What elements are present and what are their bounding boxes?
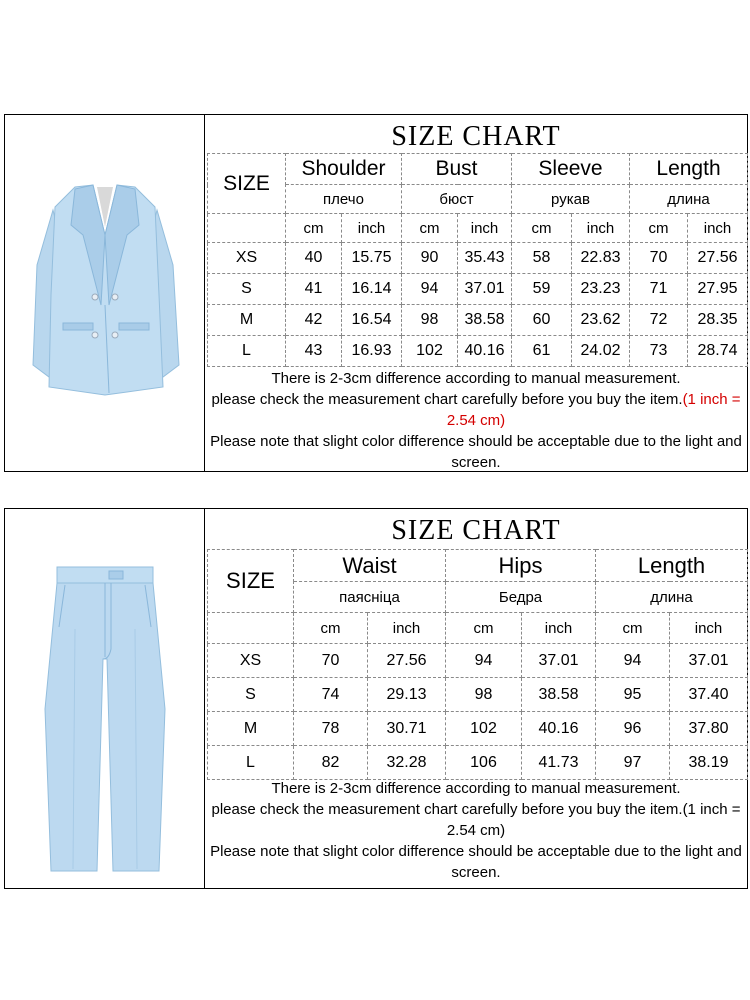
unit-cell: inch [342,214,402,243]
column-subheader: Бедра [446,582,596,613]
note-line [205,389,747,431]
value-cell: 70 [294,644,368,678]
column-header: Length [630,154,748,185]
pants-size-panel [4,508,748,889]
value-cell: 16.93 [342,336,402,367]
value-cell: 102 [446,712,522,746]
note-line: There is 2-3cm difference according to manual measurement. [271,780,681,797]
value-cell: 97 [596,746,670,780]
unit-cell: cm [294,613,368,644]
value-cell: 98 [446,678,522,712]
unit-cell: inch [368,613,446,644]
inch-conversion-note: (1 inch = 2.54 cm) [446,391,741,429]
value-cell: 90 [402,243,458,274]
table-row [208,644,748,678]
size-cell: M [208,305,286,336]
value-cell: 16.54 [342,305,402,336]
note-line: There is 2-3cm difference according to manual measurement. [271,370,681,387]
value-cell: 82 [294,746,368,780]
unit-cell: cm [286,214,342,243]
table-row [208,746,748,780]
unit-cell: cm [402,214,458,243]
value-cell: 98 [402,305,458,336]
value-cell: 96 [596,712,670,746]
trousers-image [5,509,205,888]
table-row [208,274,748,305]
empty-cell [208,214,286,243]
value-cell: 35.43 [458,243,512,274]
pants-photo [5,509,205,888]
column-header: Shoulder [286,154,402,185]
jacket-size-panel [4,114,748,472]
value-cell: 41 [286,274,342,305]
pants-size-table [207,549,748,780]
value-cell: 37.01 [522,644,596,678]
value-cell: 37.01 [458,274,512,305]
column-subheader: длина [630,185,748,214]
value-cell: 28.74 [688,336,748,367]
value-cell: 37.80 [670,712,748,746]
value-cell: 42 [286,305,342,336]
size-cell: L [208,336,286,367]
column-header: Bust [402,154,512,185]
note-line: Please note that slight color difference should be acceptable due to the light and screen. [210,433,742,471]
value-cell: 60 [512,305,572,336]
value-cell: 71 [630,274,688,305]
value-cell: 78 [294,712,368,746]
value-cell: 37.01 [670,644,748,678]
value-cell: 40.16 [458,336,512,367]
size-header: SIZE [208,550,294,613]
table-row [208,243,748,274]
value-cell: 23.23 [572,274,630,305]
pants-size-chart [205,509,747,888]
column-subheader: рукав [512,185,630,214]
value-cell: 40.16 [522,712,596,746]
table-row [208,336,748,367]
jacket-size-chart [205,115,747,471]
size-cell: S [208,274,286,305]
note-text: please check the measurement chart carefully before you buy the item. [211,391,683,408]
value-cell: 23.62 [572,305,630,336]
measurement-notes [205,778,747,883]
value-cell: 74 [294,678,368,712]
size-cell: S [208,678,294,712]
unit-cell: inch [572,214,630,243]
value-cell: 27.95 [688,274,748,305]
value-cell: 27.56 [368,644,446,678]
column-header: Waist [294,550,446,582]
value-cell: 94 [446,644,522,678]
column-header: Length [596,550,748,582]
column-subheader: плечо [286,185,402,214]
value-cell: 16.14 [342,274,402,305]
value-cell: 61 [512,336,572,367]
size-cell: M [208,712,294,746]
value-cell: 30.71 [368,712,446,746]
column-subheader: бюст [402,185,512,214]
size-header: SIZE [208,154,286,214]
value-cell: 70 [630,243,688,274]
column-subheader: длина [596,582,748,613]
value-cell: 24.02 [572,336,630,367]
unit-cell: cm [596,613,670,644]
value-cell: 40 [286,243,342,274]
jacket-size-table [207,153,748,367]
measurement-notes [205,368,747,473]
size-cell: XS [208,644,294,678]
value-cell: 28.35 [688,305,748,336]
value-cell: 43 [286,336,342,367]
value-cell: 38.58 [522,678,596,712]
column-header: Hips [446,550,596,582]
table-row [208,712,748,746]
unit-cell: inch [688,214,748,243]
value-cell: 94 [596,644,670,678]
value-cell: 37.40 [670,678,748,712]
blazer-image [5,115,205,471]
value-cell: 102 [402,336,458,367]
value-cell: 106 [446,746,522,780]
value-cell: 38.58 [458,305,512,336]
column-header: Sleeve [512,154,630,185]
value-cell: 72 [630,305,688,336]
value-cell: 58 [512,243,572,274]
value-cell: 95 [596,678,670,712]
unit-cell: cm [512,214,572,243]
value-cell: 94 [402,274,458,305]
value-cell: 38.19 [670,746,748,780]
table-row [208,678,748,712]
value-cell: 15.75 [342,243,402,274]
chart-title: SIZE CHART [391,121,561,152]
size-cell: XS [208,243,286,274]
value-cell: 59 [512,274,572,305]
unit-cell: cm [446,613,522,644]
note-line: Please note that slight color difference should be acceptable due to the light and screen. [210,843,742,881]
note-line: please check the measurement chart carefully before you buy the item.(1 inch = 2.54 cm) [211,801,741,839]
table-row [208,305,748,336]
unit-cell: inch [670,613,748,644]
value-cell: 73 [630,336,688,367]
value-cell: 27.56 [688,243,748,274]
chart-title: SIZE CHART [391,515,561,546]
jacket-photo [5,115,205,471]
value-cell: 29.13 [368,678,446,712]
value-cell: 32.28 [368,746,446,780]
unit-cell: cm [630,214,688,243]
unit-cell: inch [522,613,596,644]
column-subheader: паясніца [294,582,446,613]
value-cell: 22.83 [572,243,630,274]
unit-cell: inch [458,214,512,243]
size-cell: L [208,746,294,780]
value-cell: 41.73 [522,746,596,780]
empty-cell [208,613,294,644]
